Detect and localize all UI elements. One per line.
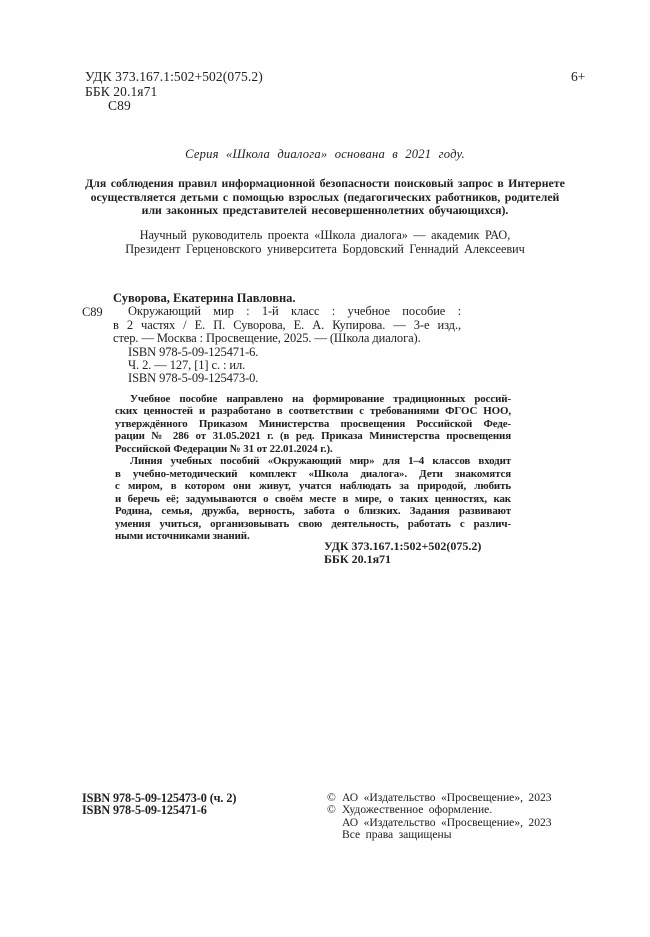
text-line: ISBN 978-5-09-125473-0 (ч. 2)	[82, 791, 237, 805]
text-line: умения учиться, организовывать свою деятельность, работать с различ-	[115, 517, 511, 530]
classification-codes	[85, 70, 263, 114]
udk-code: УДК 373.167.1:502+502(075.2)	[85, 69, 263, 84]
bbk-code: ББК 20.1я71	[85, 83, 158, 99]
text-line: утверждённого Приказом Министерства просвещения Российской Феде-	[115, 417, 511, 430]
text-line: ISBN 978-5-09-125471-6	[82, 803, 207, 818]
copyright-symbol: ©	[327, 791, 336, 804]
author-name: Суворова, Екатерина Павловна.	[113, 291, 296, 305]
info-security-note	[85, 177, 565, 218]
text-line: в учебно-методический комплект «Школа диалога». Дети знакомятся	[115, 467, 511, 480]
text-line: ными источниками знаний.	[115, 529, 250, 542]
text-line: или законных представителей несовершеннолетних обучающихся).	[141, 203, 509, 217]
copyright-line	[327, 829, 552, 841]
text-line: в 2 частях / Е. П. Суворова, Е. А. Купирова. — 3-е изд.,	[113, 317, 461, 332]
series-note: Серия «Школа диалога» основана в 2021 году.	[185, 147, 465, 161]
age-rating-badge: 6+	[571, 69, 586, 84]
text-line: ских ценностей и разработано в соответствии с требованиями ФГОС НОО,	[115, 405, 511, 418]
text-line: Родина, семья, дружба, верность, забота о близких. Задания развивают	[115, 505, 511, 518]
annotation	[115, 393, 511, 542]
footer-isbn-block	[82, 792, 236, 817]
udk-code-repeat: УДК 373.167.1:502+502(075.2)	[324, 539, 482, 553]
text-line: Окружающий мир : 1-й класс : учебное пособие :	[128, 304, 461, 319]
copyright-block	[327, 792, 552, 841]
author-sign-code-margin: С89	[82, 305, 103, 319]
bbk-code-repeat: ББК 20.1я71	[324, 552, 392, 567]
copyright-text: Все права защищены	[342, 827, 452, 841]
text-line: и беречь её; задумываются о своём месте в мире, о таких ценностях, как	[115, 492, 511, 505]
copyright-text: АО «Издательство «Просвещение», 2023	[342, 791, 552, 804]
isbn-part-one: ISBN 978-5-09-125471-6.	[128, 344, 259, 359]
bibliographic-record	[82, 292, 482, 386]
copyright-text: АО «Издательство «Просвещение», 2023	[342, 815, 552, 829]
text-line: Для соблюдения правил информационной безопасности поисковый запрос в Интернете	[85, 176, 565, 190]
text-line: осуществляется детьми с помощью взрослых (педагогических работников, родителей	[90, 189, 560, 204]
text-line: Учебное пособие направлено на формирование традиционных россий-	[130, 393, 511, 405]
copyright-symbol: ©	[327, 803, 336, 817]
scientific-supervisor-note	[85, 228, 565, 256]
copyright-text: Художественное оформление.	[342, 803, 493, 817]
text-line: Президент Герценовского университета Бордовский Геннадий Алексеевич	[125, 242, 525, 256]
annotation-paragraph-fgos	[115, 393, 511, 455]
classification-codes-repeat	[324, 540, 481, 566]
text-line: Линия учебных пособий «Окружающий мир» для 1–4 классов входит	[130, 455, 511, 468]
bibliographic-description	[113, 305, 461, 345]
author-sign-code: С89	[108, 98, 131, 113]
part-pages-info: Ч. 2. — 127, [1] с. : ил.	[128, 358, 246, 373]
isbn-part-two: ISBN 978-5-09-125473-0.	[128, 371, 259, 386]
text-line: стер. — Москва : Просвещение, 2025. — (Школа диалога).	[113, 331, 421, 346]
text-line: с миром, в котором они живут, учатся наблюдать за природой, любить	[115, 480, 511, 493]
text-line: рации № 286 от 31.05.2021 г. (в ред. Приказа Министерства просвещения	[115, 430, 511, 443]
annotation-paragraph-series	[115, 455, 511, 542]
text-line: Российской Федерации № 31 от 22.01.2024 г.).	[115, 442, 333, 455]
bibliographic-body	[113, 292, 461, 386]
text-line: Научный руководитель проекта «Школа диалога» — академик РАО,	[139, 228, 511, 242]
